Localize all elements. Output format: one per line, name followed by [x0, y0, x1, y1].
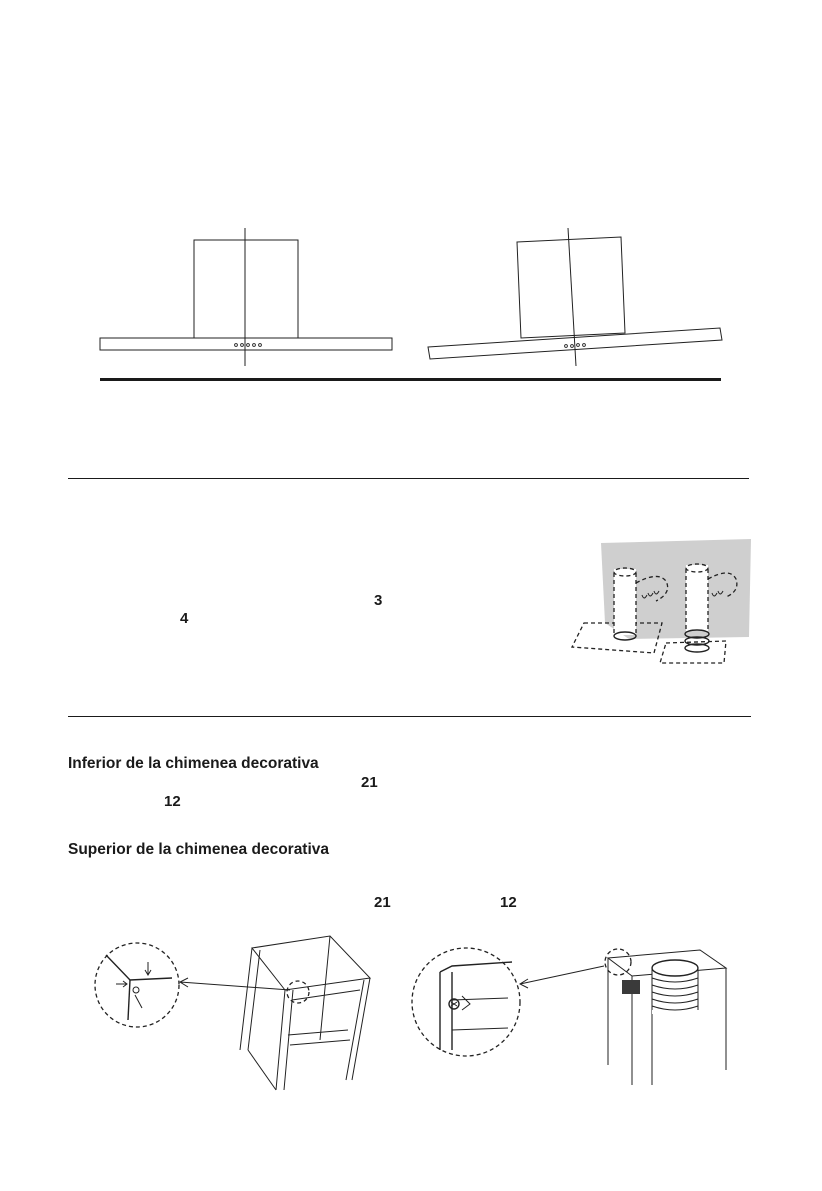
- upper-chimney-heading: Superior de la chimenea decorativa: [68, 841, 330, 858]
- lower-chimney-heading: Inferior de la chimenea decorativa: [68, 755, 319, 772]
- part-number-4: 4: [180, 610, 189, 627]
- part-number-21-lower: 21: [361, 774, 378, 791]
- part-number-3: 3: [374, 592, 383, 609]
- part-number-12-upper: 12: [500, 894, 517, 911]
- part-number-21-upper: 21: [374, 894, 391, 911]
- part-number-12-lower: 12: [164, 793, 181, 810]
